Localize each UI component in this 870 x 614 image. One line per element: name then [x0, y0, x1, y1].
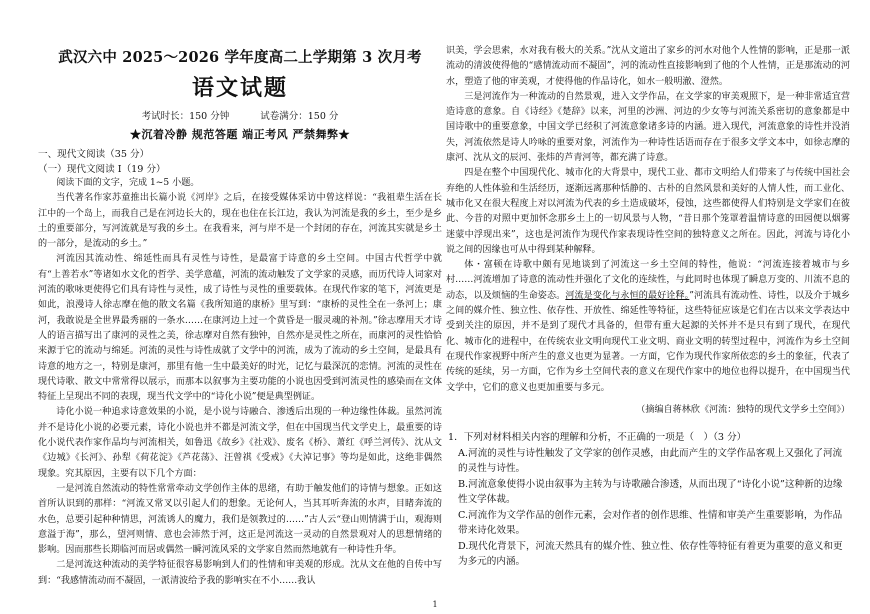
passage-paragraph: 当代著名作家苏童推出长篇小说《河岸》之后，在接受媒体采访中曾这样说：“我祖辈生活在长江中的一个岛上，而我自己是在河边长大的，现在也住在长江边，我认为河流是我的乡土，至少是乡土的重要部分，写河流就是写我的乡土。在我看来，河与岸不是一个封闭的存在，河流其实就是乡土的一部分，是流动的乡土。”	[38, 193, 442, 250]
option-text: C.河流作为文学作品的创作元素，会对作者的创作思维、性情和审美产生重要影响，为作品带来诗化效果。	[458, 509, 843, 537]
passage-paragraph: 三是河流作为一种流动的自然景观，进入文学作品，在文学家的审美观照下，是一种非常适宜营造诗意的意象。自《诗经》《楚辞》以来，河里的沙洲、河边的少女等与河流关系密切的意象都是中国诗歌中的重要意象，中国文学已经积了河流意象诸多诗的内涵。进入现代，河流意象的诗性并没消失，河流依然是诗人吟咏的重要对象，河流作为一种诗性话语而存在于很多文学文本中，如徐志摩的康河、沈从文的辰河、张炜的芦青河等，都充满了诗意。	[446, 91, 850, 164]
option-c[interactable]	[446, 508, 850, 539]
left-column	[38, 44, 442, 589]
passage-paragraph: 诗化小说一种追求诗意效果的小说，是小说与诗融合、渗透后出现的一种边缘性体裁。虽然河流并不是诗化小说的必要元素，诗化小说也并不都是河流文学，但在中国现当代文学史上，最重要的诗化小说代表作家作品均与河流相关，如鲁迅《故乡》《社戏》、废名《桥》、萧红《呼兰河传》、沈从文《边城》《长河》、孙犁《荷花淀》《芦花荡》、汪曾祺《受戒》《大淖记事》等均是如此，这绝非偶然现象。究其原因，主要有以下几个方面：	[38, 407, 442, 479]
question-1: 1．下列对材料相关内容的理解和分析，不正确的一项是（ ）（3 分）	[448, 431, 747, 443]
page-number: 1	[432, 600, 438, 609]
passage-paragraph: 河流因其流动性、绵延性而具有灵性与诗性，是最富于诗意的乡土空间。中国古代哲学中就有“上善若水”等诸如水文化的哲学、美学意蕴，河流的流动触发了文学家的灵感，而历代诗人词家对河流的歌咏更使得它们具有诗性与灵性，成了诗性与灵性的重要载体。在现代作家的笔下，河流更是如此，浪漫诗人徐志摩在他的散文名篇《我所知道的康桥》里写到：“康桥的灵性全在一条河上；康河，我敢说是全世界最秀丽的一条水……在康河边上过一个黄昏是一服灵魂的补剂。”徐志摩用天才诗人的语言描写出了康河的灵性之美，徐志摩对自然有独钟，自然亦是灵性之所在，而康河的灵性恰恰来源于它的流动与绵延。河流的灵性与诗性成就了文学中的河流，成为了流动的乡土空间，是最具有诗意的地方之一，特别是康河，那里有他一生中最美好的时光，记忆与最深沉的恋情。河流的灵性在现代诗歌、散文中常常得以展示，而那本以叙事为主要功能的小说也因受到河流灵性的感染而在文体特征上呈现出不同的表现，现当代文学中的“诗化小说”便是典型例证。	[38, 254, 442, 403]
passage-paragraph: 一是河流自然流动的特性常常牵动文学创作主体的思绪，有助于触发他们的诗情与想象。正如这首所认识到的那样：“河流又常叉以引起人们的想象。无论何人，当其耳听奔流的水声，目睹奔流的水色，总要引起种种情思，河流诱人的魔力，我们是领教过的……”古人云“登山则情满于山，观海则意溢于海”，那么，望河则情、意也会沛然于河，这正是河流这一灵动的自然景观对人的思想情绪的影响。因而那些长期临河而居或偶然一瞬河流风采的文学家自然而然地就有一种诗性升华。	[38, 483, 442, 556]
exam-meta	[38, 108, 442, 122]
exam-title: 武汉六中 2025～2026 学年度高二上学期第 3 次月考	[58, 49, 422, 66]
passage-paragraph-quote	[446, 258, 850, 396]
section-heading: 一、现代文阅读（35 分）	[38, 149, 150, 160]
subsection-heading: （一）现代文阅读 I（19 分）	[38, 164, 166, 175]
option-d[interactable]	[446, 539, 850, 570]
exam-duration: 考试时长：150 分钟	[141, 111, 230, 122]
exam-full-score: 试卷满分：150 分	[260, 111, 339, 122]
option-b[interactable]	[446, 477, 850, 508]
option-text: D.现代化背景下，河流天然具有的媒介性、独立性、依存性等特征有着更为重要的意义和更为多元的内涵。	[458, 540, 843, 568]
subject-title: 语文试题	[191, 75, 288, 101]
quote-continuation: ”河流具有流动性、诗性，以及介于城乡之间的媒介性、独立性、依存性、开放性、绵延性等特征，这些特征应该是它们在古以来文学表达中受到关注的原因，并不是到了现代才具备的，但带有重大起源的关怀并不是只有到了现代，在现代化、城市化的进程中，在传统农业文明向现代工业文明、商业文明的转型过程中，河流作为乡土空间在现代作家视野中所产生的意义也更为显著。一方面，它作为现代作家所依恋的乡土的象征，代表了传统的延续，另一方面，它作为乡土空间代表的意义在现代作家中的地位也得以提升，在中国现当代文学中，它们的意义也更加重要与多元。	[446, 290, 850, 393]
option-a[interactable]	[446, 446, 850, 477]
option-text: B.河流意象使得小说由叙事为主转为与诗歌融合渗透，从而出现了“诗化小说”这种新的边缘性文学体裁。	[458, 478, 843, 506]
option-text: A.河流的灵性与诗性触发了文学家的创作灵感，由此而产生的文学作品客观上又强化了河流的灵性与诗性。	[458, 447, 843, 475]
passage-paragraph: 识美，学会思索，水对我有极大的关系。”沈从文道出了家乡的河水对他个人性情的影响，正是那一派流动的清波使得他的“感情流动而不凝固”，河的流动性直接影响到了他的个人性情，正是那流动的河水，塑造了他的审美观，才使得他的作品诗化，如水一般明澈、澄然。	[446, 46, 850, 87]
underlined-sentence: 河流是变化与永恒的最好诠释。	[565, 290, 690, 301]
reading-instruction: 阅读下面的文字，完成 1~5 小题。	[56, 178, 200, 188]
quote-text: 体・富顿在诗歌中颇有见地谈到了河流这一乡土空间的特性，他说：“河流连接着城市与乡村……河流增加了诗意的流动性并强化了文化的连续性，与此同时也体现了瞬息万变的、川流不息的动态，以及烦恼的生命姿态。	[446, 260, 850, 301]
passage-paragraph: 四是在整个中国现代化、城市化的大背景中，现代工业、都市文明给人们带来了与传统中国社会弃绝的人性体验和生活经历，逐渐远离那种恬静的、古朴的自然风景和美好的人情人性，而工业化、城市化又在很大程度上对以河流为代表的乡土造成破坏，侵蚀，这些都使得人们特别是文学家们在彼此、今昔的对照中更加怀念那乡土上的一切风景与人物，“昔日那个笼罩着温情诗意的田园便以烟雾迷蒙中浮现出来”，这也是河流作为现代作家表现诗性空间的独特意义之所在。因此，河流与诗化小说之间的因缘也可从中得到某种解释。	[446, 168, 850, 255]
exam-motto: ★沉着冷静 规范答题 端正考风 严禁舞弊★	[130, 128, 350, 141]
passage-paragraph: 二是河流这种流动的美学特征很容易影响到人们的性情和审美观的形成。沈从文在他的自传中写到：“我感情流动而不凝固，一派清波给予我的影响实在不小……我认	[38, 560, 442, 586]
passage-source: （摘编自蒋林欣《河流：独特的现代文学乡土空间》）	[636, 404, 850, 415]
right-column	[446, 44, 850, 570]
